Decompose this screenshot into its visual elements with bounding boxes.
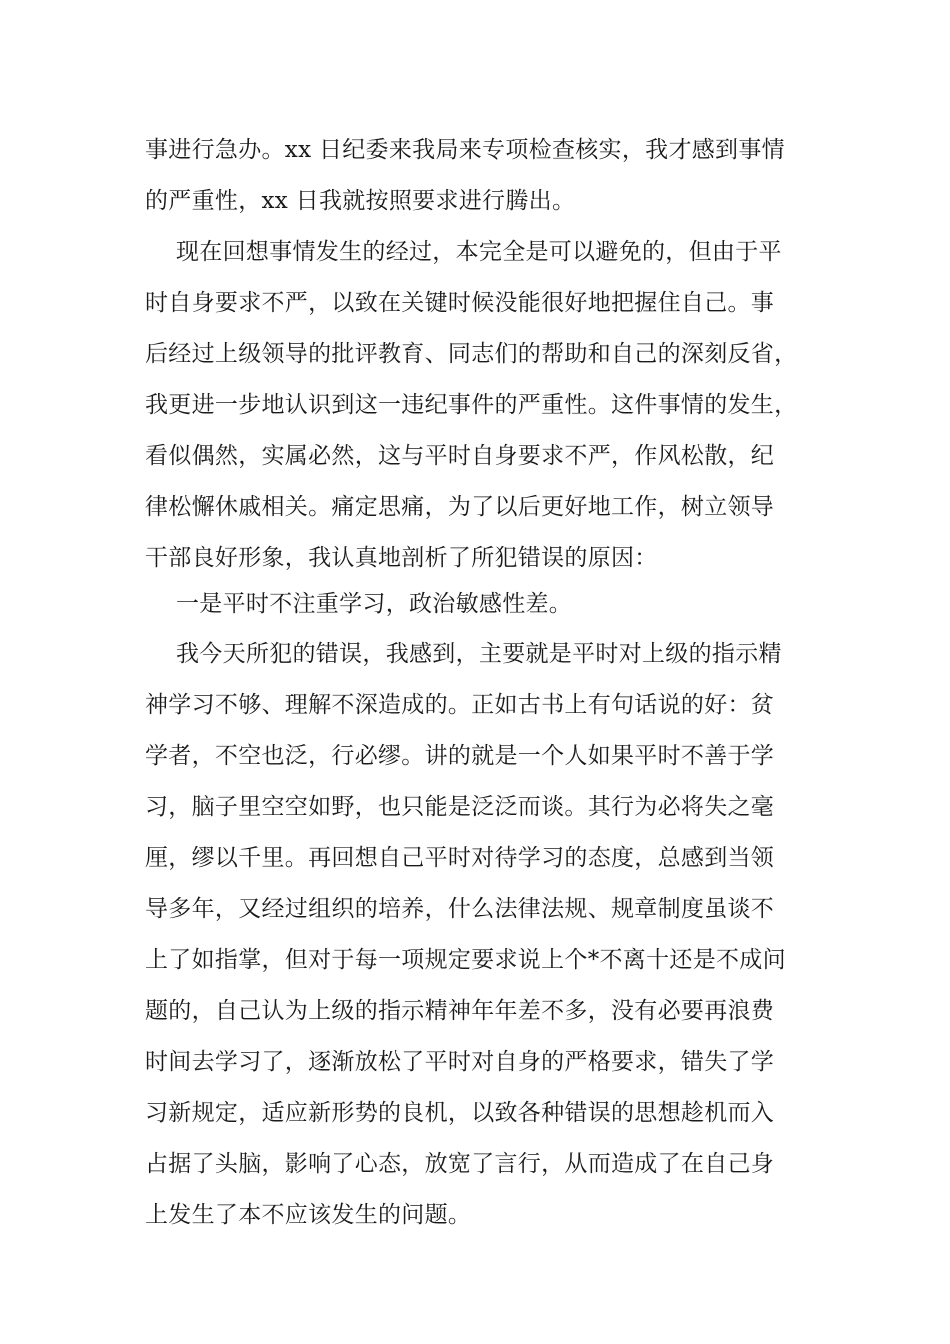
text-line: 干部良好形象，我认真地剖析了所犯错误的原因： bbox=[145, 545, 658, 571]
text-line: 时自身要求不严，以致在关键时候没能很好地把握住自己。事 bbox=[145, 290, 775, 316]
text-line: 习新规定，适应新形势的良机，以致各种错误的思想趁机而入 bbox=[145, 1100, 775, 1126]
text-line: 厘，缪以千里。再回想自己平时对待学习的态度，总感到当领 bbox=[145, 845, 775, 871]
text-line: 律松懈休戚相关。痛定思痛，为了以后更好地工作，树立领导 bbox=[145, 494, 775, 520]
text-line: 习，脑子里空空如野，也只能是泛泛而谈。其行为必将失之毫 bbox=[145, 794, 775, 820]
paragraph-first-line: 我今天所犯的错误，我感到，主要就是平时对上级的指示精 bbox=[176, 641, 782, 667]
paragraph-first-line: 现在回想事情发生的经过，本完全是可以避免的，但由于平 bbox=[176, 239, 782, 265]
text-line: 学者，不空也泛，行必缪。讲的就是一个人如果平时不善于学 bbox=[145, 743, 775, 769]
text-line: 的严重性，xx 日我就按照要求进行腾出。 bbox=[145, 188, 576, 214]
text-line: 上了如指掌，但对于每一项规定要求说上个*不离十还是不成问 bbox=[145, 947, 786, 973]
section-heading: 一是平时不注重学习，政治敏感性差。 bbox=[176, 591, 573, 617]
text-line: 题的，自己认为上级的指示精神年年差不多，没有必要再浪费 bbox=[145, 998, 775, 1024]
text-line: 我更进一步地认识到这一违纪事件的严重性。这件事情的发生， bbox=[145, 392, 798, 418]
text-line: 后经过上级领导的批评教育、同志们的帮助和自己的深刻反省， bbox=[145, 341, 798, 367]
text-line: 占据了头脑，影响了心态，放宽了言行，从而造成了在自己身 bbox=[145, 1151, 775, 1177]
text-line: 神学习不够、理解不深造成的。正如古书上有句话说的好：贫 bbox=[145, 692, 775, 718]
text-line: 看似偶然，实属必然，这与平时自身要求不严，作风松散，纪 bbox=[145, 443, 775, 469]
text-line: 时间去学习了，逐渐放松了平时对自身的严格要求，错失了学 bbox=[145, 1049, 775, 1075]
text-line: 上发生了本不应该发生的问题。 bbox=[145, 1202, 472, 1228]
text-line: 导多年，又经过组织的培养，什么法律法规、规章制度虽谈不 bbox=[145, 896, 775, 922]
text-line: 事进行急办。xx 日纪委来我局来专项检查核实，我才感到事情 bbox=[145, 137, 785, 163]
